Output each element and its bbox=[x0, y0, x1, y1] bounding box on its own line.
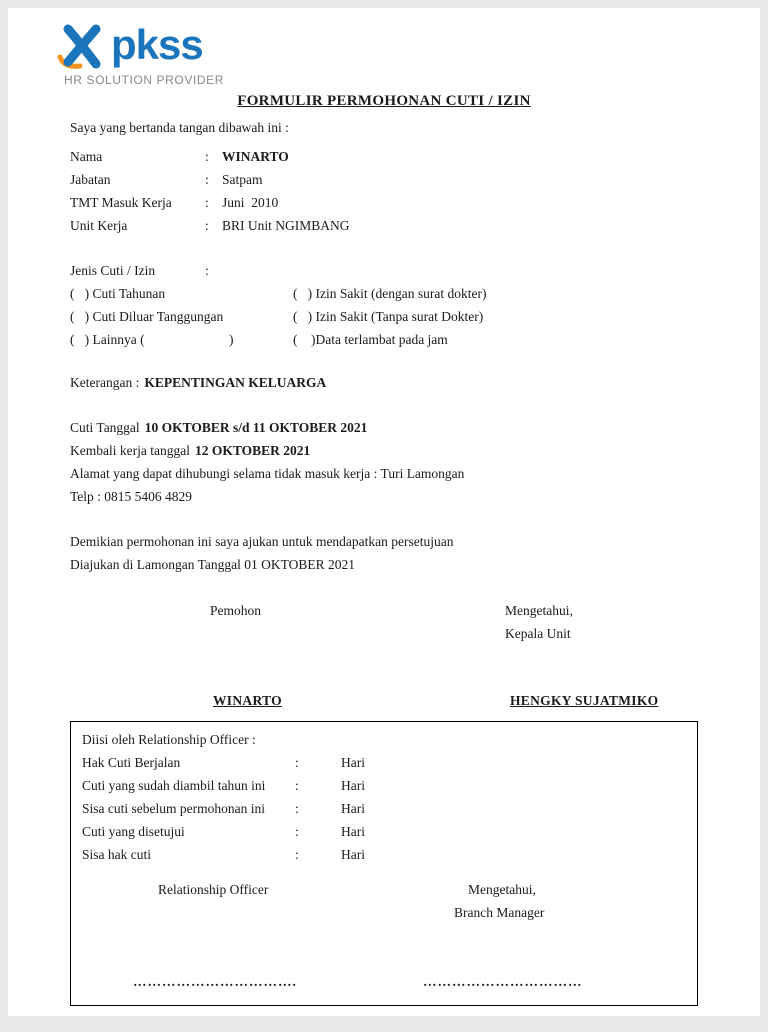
signature-role-row-2 bbox=[70, 622, 708, 645]
ro-value: Hari bbox=[341, 823, 365, 839]
field-value: BRI Unit NGIMBANG bbox=[222, 217, 350, 233]
ro-branch-manager-label: Branch Manager bbox=[454, 905, 545, 920]
kepala-unit-name: HENGKY SUJATMIKO bbox=[510, 693, 659, 708]
ro-label: Cuti yang sudah diambil tahun ini bbox=[82, 777, 266, 793]
cuti-tanggal-line bbox=[70, 416, 708, 439]
intro-text: Saya yang bertanda tangan dibawah ini : bbox=[70, 119, 289, 135]
keterangan-label: Keterangan : bbox=[70, 374, 140, 390]
intro-line bbox=[70, 116, 708, 139]
ro-colon: : bbox=[295, 823, 299, 839]
leave-type-header bbox=[70, 259, 708, 282]
leave-option-row bbox=[70, 328, 708, 351]
ro-value: Hari bbox=[341, 777, 365, 793]
ro-colon: : bbox=[295, 754, 299, 770]
field-row-tmt bbox=[70, 191, 708, 214]
ro-row-sisa-hak-cuti bbox=[82, 843, 697, 866]
field-row-unit-kerja bbox=[70, 214, 708, 237]
ro-colon: : bbox=[295, 800, 299, 816]
pkss-logo-icon bbox=[55, 22, 107, 72]
telp-line bbox=[70, 485, 708, 508]
ro-mengetahui-label: Mengetahui, bbox=[468, 882, 536, 897]
field-label: TMT Masuk Kerja bbox=[70, 194, 172, 210]
signature-name-row bbox=[70, 689, 708, 712]
signature-role-row bbox=[70, 599, 708, 622]
keterangan-value: KEPENTINGAN KELUARGA bbox=[144, 374, 327, 390]
leave-type-colon: : bbox=[205, 262, 209, 278]
ro-label: Sisa cuti sebelum permohonan ini bbox=[82, 800, 265, 816]
field-colon: : bbox=[205, 148, 209, 164]
checkbox-option-izin-sakit-tanpa-surat: ( ) Izin Sakit (Tanpa surat Dokter) bbox=[293, 308, 484, 324]
closing-text-2: Diajukan di Lamongan Tanggal 01 OKTOBER 2021 bbox=[70, 556, 356, 572]
mengetahui-label: Mengetahui, bbox=[505, 603, 573, 618]
alamat-text: Alamat yang dapat dihubungi selama tidak masuk kerja : Turi Lamongan bbox=[70, 465, 465, 481]
relationship-officer-box bbox=[70, 721, 698, 1006]
ro-left-signature-dots: ……………………………. bbox=[133, 974, 297, 989]
ro-heading-row bbox=[82, 728, 697, 751]
checkbox-option-lainnya: ( ) Lainnya ( ) bbox=[70, 331, 234, 347]
checkbox-option-data-terlambat: ( )Data terlambat pada jam bbox=[293, 331, 448, 347]
ro-left-role: Relationship Officer bbox=[158, 882, 269, 897]
ro-value: Hari bbox=[341, 846, 365, 862]
ro-colon: : bbox=[295, 777, 299, 793]
logo bbox=[55, 22, 760, 72]
closing-text-1: Demikian permohonan ini saya ajukan untuk mendapatkan persetujuan bbox=[70, 533, 454, 549]
cuti-tanggal-label: Cuti Tanggal bbox=[70, 419, 140, 435]
kembali-kerja-label: Kembali kerja tanggal bbox=[70, 442, 190, 458]
ro-heading: Diisi oleh Relationship Officer : bbox=[82, 731, 256, 747]
ro-colon: : bbox=[295, 846, 299, 862]
keterangan-line bbox=[70, 371, 708, 394]
field-colon: : bbox=[205, 217, 209, 233]
leave-option-row bbox=[70, 305, 708, 328]
closing-line-1 bbox=[70, 530, 708, 553]
form-title: FORMULIR PERMOHONAN CUTI / IZIN bbox=[237, 93, 531, 109]
checkbox-option-cuti-tahunan: ( ) Cuti Tahunan bbox=[70, 285, 166, 301]
field-colon: : bbox=[205, 171, 209, 187]
leave-type-label: Jenis Cuti / Izin bbox=[70, 262, 156, 278]
kembali-kerja-line bbox=[70, 439, 708, 462]
ro-row-cuti-diambil bbox=[82, 774, 697, 797]
kembali-kerja-value: 12 OKTOBER 2021 bbox=[194, 442, 311, 458]
field-row-jabatan bbox=[70, 168, 708, 191]
pemohon-label: Pemohon bbox=[210, 603, 262, 618]
ro-label: Cuti yang disetujui bbox=[82, 823, 185, 839]
ro-label: Hak Cuti Berjalan bbox=[82, 754, 181, 770]
field-value: WINARTO bbox=[222, 148, 289, 164]
leave-option-row bbox=[70, 282, 708, 305]
field-row-nama bbox=[70, 145, 708, 168]
logo-tagline: HR SOLUTION PROVIDER bbox=[64, 73, 225, 87]
kepala-unit-label: Kepala Unit bbox=[505, 626, 571, 641]
checkbox-option-cuti-diluar-tanggungan: ( ) Cuti Diluar Tanggungan bbox=[70, 308, 224, 324]
field-label: Jabatan bbox=[70, 171, 111, 187]
field-value: Satpam bbox=[222, 171, 263, 187]
document-page bbox=[8, 8, 760, 1016]
checkbox-option-izin-sakit-dengan-surat: ( ) Izin Sakit (dengan surat dokter) bbox=[293, 285, 487, 301]
telp-text: Telp : 0815 5406 4829 bbox=[70, 488, 193, 504]
ro-value: Hari bbox=[341, 754, 365, 770]
field-label: Nama bbox=[70, 148, 103, 164]
alamat-line bbox=[70, 462, 708, 485]
ro-value: Hari bbox=[341, 800, 365, 816]
cuti-tanggal-value: 10 OKTOBER s/d 11 OKTOBER 2021 bbox=[144, 419, 368, 435]
pemohon-name: WINARTO bbox=[213, 693, 282, 708]
ro-row-hak-cuti bbox=[82, 751, 697, 774]
field-value: Juni 2010 bbox=[222, 194, 279, 210]
ro-row-cuti-disetujui bbox=[82, 820, 697, 843]
ro-label: Sisa hak cuti bbox=[82, 846, 151, 862]
closing-line-2 bbox=[70, 553, 708, 576]
field-label: Unit Kerja bbox=[70, 217, 128, 233]
ro-right-signature-dots: …………………………… bbox=[423, 974, 583, 989]
field-colon: : bbox=[205, 194, 209, 210]
ro-row-sisa-cuti-sebelum bbox=[82, 797, 697, 820]
logo-brand-text: pkss bbox=[111, 21, 203, 68]
